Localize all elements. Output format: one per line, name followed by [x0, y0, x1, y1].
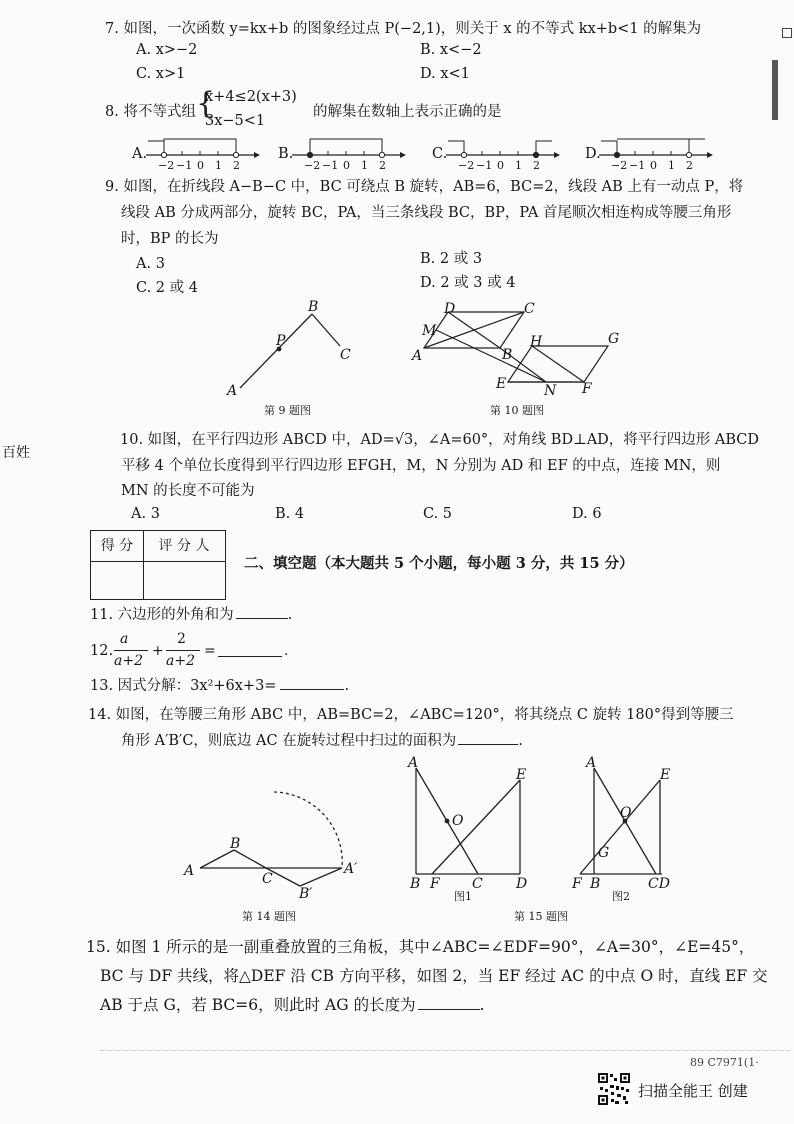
- q8-system-line1: x+4≤2(x+3): [205, 89, 297, 105]
- fig9-caption: 第 9 题图: [264, 404, 311, 417]
- section-2-title: 二、填空题（本大题共 5 个小题，每小题 3 分，共 15 分）: [244, 555, 634, 572]
- scanner-watermark: 扫描全能王 创建: [638, 1082, 748, 1100]
- q7-option-c: C. x>1: [136, 66, 186, 82]
- binding-mark-small: [782, 28, 792, 38]
- q13-answer-blank: [280, 677, 344, 690]
- page-code: 89 C7971(1·: [690, 1056, 759, 1069]
- fig15-caption: 第 15 题图: [514, 910, 568, 923]
- q8-option-b-letter: B.: [278, 146, 294, 162]
- score-header: 得 分: [91, 531, 143, 562]
- q9-option-d: D. 2 或 3 或 4: [420, 275, 516, 291]
- figure-14: A B C B′ A′: [182, 780, 368, 906]
- figure-9: A P B C: [227, 299, 351, 399]
- q8-numberline-d: D. −2 −1 0 1 2: [585, 135, 713, 169]
- q9-option-a: A. 3: [136, 256, 165, 272]
- q11: 11. 六边形的外角和为 .: [90, 607, 293, 623]
- q14-answer-blank: [458, 732, 518, 745]
- q7-stem: 7. 如图，一次函数 y=kx+b 的图象经过点 P(−2,1)，则关于 x 的不等式 kx+b<1 的解集为: [105, 21, 702, 37]
- q12-answer-blank: [218, 644, 282, 657]
- q9-line3: 时，BP 的长为: [121, 231, 219, 247]
- fig10-caption: 第 10 题图: [490, 404, 544, 417]
- q12: 12. a a+2 + 2 a+2 = .: [90, 631, 289, 669]
- q15-line3: AB 于点 G，若 BC=6，则此时 AG 的长度为 .: [100, 996, 485, 1014]
- footer-divider: [100, 1050, 790, 1051]
- q10-option-a: A. 3: [131, 506, 160, 522]
- q10-option-b: B. 4: [275, 506, 305, 522]
- q15-line1: 15. 如图 1 所示的是一副重叠放置的三角板，其中∠ABC=∠EDF=90°，∠A=30°，∠E=45°，: [86, 938, 755, 956]
- figure-15-2: A E O G F B CD 图2: [572, 755, 671, 903]
- q14-line2: 角形 A′B′C，则底边 AC 在旋转过程中扫过的面积为 .: [121, 733, 523, 749]
- q9-option-b: B. 2 或 3: [420, 251, 483, 267]
- fig14-caption: 第 14 题图: [242, 910, 296, 923]
- q11-answer-blank: [236, 606, 288, 619]
- q7-option-d: D. x<1: [420, 66, 470, 82]
- grader-header: 评 分 人: [143, 531, 225, 562]
- q8-option-c-letter: C.: [432, 146, 448, 162]
- qr-code-icon: [597, 1072, 631, 1106]
- q9-line1: 9. 如图，在折线段 A−B−C 中，BC 可绕点 B 旋转，AB=6，BC=2，线段 AB 上有一动点 P，将: [105, 179, 744, 195]
- binding-mark: [772, 60, 778, 120]
- q8-prefix: 8. 将不等式组: [105, 104, 196, 120]
- q14-line1: 14. 如图，在等腰三角形 ABC 中，AB=BC=2，∠ABC=120°，将其绕点 C 旋转 180°得到等腰三: [88, 707, 734, 723]
- q8-numberline-c: C. −2 −1 0 1 2: [432, 135, 560, 169]
- q9-option-c: C. 2 或 4: [136, 280, 198, 296]
- figure-10: D C M A B H G E N F: [412, 301, 620, 399]
- q8-system-line2: 3x−5<1: [205, 113, 266, 129]
- q15-answer-blank: [418, 997, 480, 1010]
- q10-line2: 平移 4 个单位长度得到平行四边形 EFGH，M，N 分别为 AD 和 EF 的中点，连接 MN，则: [121, 458, 721, 474]
- q10-line3: MN 的长度不可能为: [121, 483, 255, 499]
- q8-suffix: 的解集在数轴上表示正确的是: [313, 104, 502, 120]
- figure-15-1: A E O B F C D 图1: [408, 755, 528, 903]
- q9-line2: 线段 AB 分成两部分，旋转 BC，PA，当三条线段 BC，BP，PA 首尾顺次相连构成等腰三角形: [121, 205, 732, 221]
- q8-numberline-a: A. −2 −1 0 1 2: [132, 135, 260, 169]
- q8-option-d-letter: D.: [585, 146, 601, 162]
- q8-option-a-letter: A.: [132, 146, 148, 162]
- q7-option-a: A. x>−2: [136, 42, 198, 58]
- score-table: [90, 530, 226, 600]
- q10-option-d: D. 6: [572, 506, 602, 522]
- q7-option-b: B. x<−2: [420, 42, 482, 58]
- margin-text: 百姓: [2, 445, 30, 461]
- q15-line2: BC 与 DF 共线，将△DEF 沿 CB 方向平移，如图 2，当 EF 经过 AC 的中点 O 时，直线 EF 交: [100, 967, 768, 985]
- q10-option-c: C. 5: [423, 506, 453, 522]
- q8-brace: {: [196, 86, 216, 121]
- q10-line1: 10. 如图，在平行四边形 ABCD 中，AD=√3，∠A=60°，对角线 BD⊥AD，将平行四边形 ABCD: [120, 432, 760, 448]
- q8-numberline-b: B. −2 −1 0 1 2: [278, 135, 406, 169]
- q13: 13. 因式分解：3x²+6x+3= .: [90, 678, 350, 694]
